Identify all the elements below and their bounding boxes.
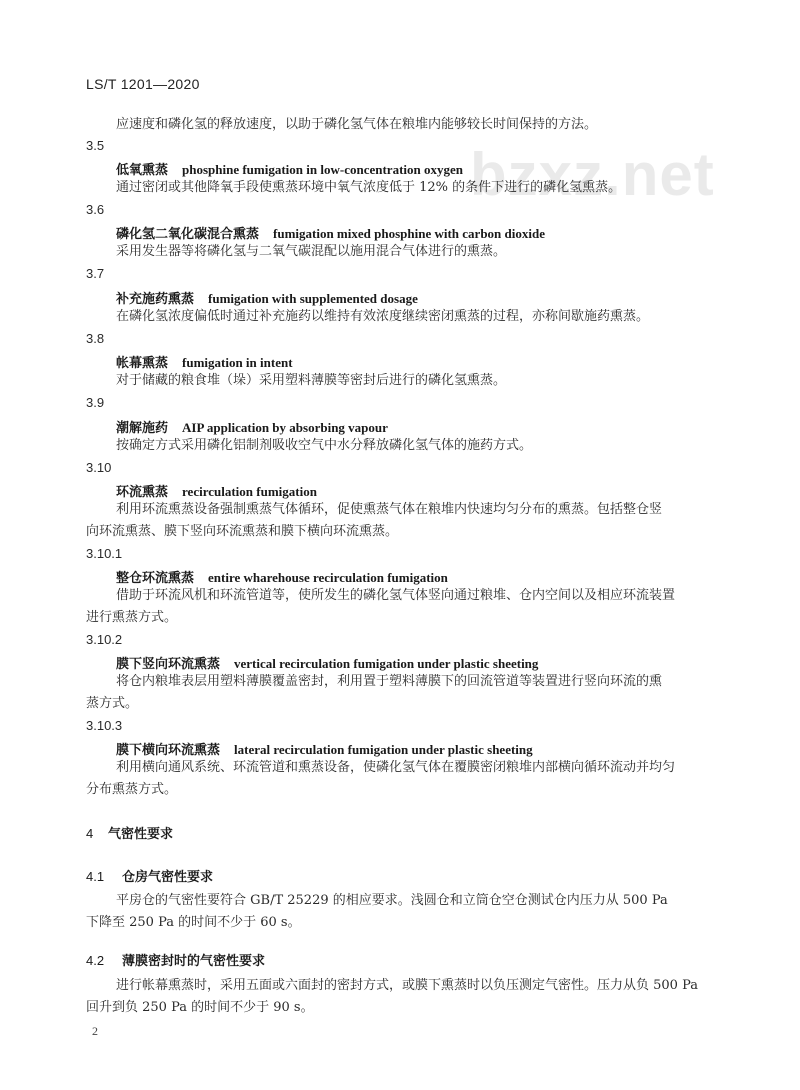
definition-3-6: 采用发生器等将磷化氢与二氧气碳混配以施用混合气体进行的熏蒸。 [116, 244, 507, 259]
section-title: 气密性要求 [108, 826, 174, 841]
paragraph-4-2-line-2: 回升到负 250 Pa 的时间不少于 90 s。 [86, 1000, 314, 1015]
definition-3-9: 按确定方式采用磷化铝制剂吸收空气中水分释放磷化氢气体的施药方式。 [116, 438, 533, 453]
continuation-paragraph: 应速度和磷化氢的释放速度，以助于磷化氢气体在粮堆内能够较长时间保持的方法。 [116, 117, 598, 132]
term-3-9 [116, 417, 388, 436]
clause-number-3-10: 3.10 [86, 460, 112, 475]
term-zh: 磷化氢二氧化碳混合熏蒸 [116, 226, 260, 241]
clause-number-3-7: 3.7 [86, 266, 105, 281]
definition-3-10-line-1: 利用环流熏蒸设备强制熏蒸气体循环，促使熏蒸气体在粮堆内快速均匀分布的熏蒸。包括整仓竖 [116, 502, 663, 517]
clause-number-3-9: 3.9 [86, 395, 105, 410]
term-3-5 [116, 159, 463, 178]
term-en: vertical recirculation fumigation under plastic sheeting [234, 656, 539, 671]
term-zh: 环流熏蒸 [116, 484, 169, 499]
section-title: 薄膜密封时的气密性要求 [122, 953, 266, 968]
term-3-10-1 [116, 567, 448, 586]
definition-3-10-2-line-1: 将仓内粮堆表层用塑料薄膜覆盖密封，利用置于塑料薄膜下的回流管道等装置进行竖向环流的熏 [116, 674, 663, 689]
term-3-6 [116, 223, 545, 242]
definition-3-10-1-line-2: 进行熏蒸方式。 [86, 610, 178, 625]
paragraph-4-1-line-1: 平房仓的气密性要符合 GB/T 25229 的相应要求。浅圆仓和立筒仓空仓测试仓内压力从 500 Pa [116, 893, 668, 908]
standard-code-header: LS/T 1201—2020 [86, 76, 200, 92]
definition-3-10-3-line-1: 利用横向通风系统、环流管道和熏蒸设备，使磷化氢气体在覆膜密闭粮堆内部横向循环流动并均匀 [116, 760, 676, 775]
section-number: 4.2 [86, 953, 105, 968]
term-en: lateral recirculation fumigation under plastic sheeting [234, 742, 533, 757]
clause-number-3-10-3: 3.10.3 [86, 718, 123, 733]
term-en: recirculation fumigation [182, 484, 317, 499]
term-en: fumigation in intent [182, 355, 293, 370]
term-3-8 [116, 352, 293, 371]
term-3-10-2 [116, 653, 538, 672]
definition-3-10-2-line-2: 蒸方式。 [86, 696, 139, 711]
definition-3-10-1-line-1: 借助于环流风机和环流管道等，使所发生的磷化氢气体竖向通过粮堆、仓内空间以及相应环流装置 [116, 588, 676, 603]
term-3-10 [116, 481, 317, 500]
clause-number-3-10-2: 3.10.2 [86, 632, 123, 647]
section-number: 4 [86, 826, 94, 841]
term-en: AIP application by absorbing vapour [182, 420, 388, 435]
clause-number-3-8: 3.8 [86, 331, 105, 346]
definition-3-10-line-2: 向环流熏蒸、膜下竖向环流熏蒸和膜下横向环流熏蒸。 [86, 524, 399, 539]
term-zh: 低氧熏蒸 [116, 162, 169, 177]
term-en: phosphine fumigation in low-concentration oxygen [182, 162, 463, 177]
term-zh: 补充施药熏蒸 [116, 291, 195, 306]
term-en: fumigation with supplemented dosage [208, 291, 418, 306]
term-en: fumigation mixed phosphine with carbon dioxide [273, 226, 545, 241]
definition-3-8: 对于储藏的粮食堆（垛）采用塑料薄膜等密封后进行的磷化氢熏蒸。 [116, 373, 507, 388]
definition-3-10-3-line-2: 分布熏蒸方式。 [86, 782, 178, 797]
definition-3-5: 通过密闭或其他降氧手段使熏蒸环境中氧气浓度低于 12% 的条件下进行的磷化氢熏蒸。 [116, 180, 622, 195]
term-zh: 帐幕熏蒸 [116, 355, 169, 370]
clause-number-3-5: 3.5 [86, 138, 105, 153]
section-heading-4 [86, 823, 173, 842]
term-zh: 膜下竖向环流熏蒸 [116, 656, 221, 671]
section-heading-4-2 [86, 950, 265, 969]
page-number: 2 [92, 1024, 98, 1038]
section-title: 仓房气密性要求 [122, 869, 214, 884]
term-3-10-3 [116, 739, 533, 758]
paragraph-4-2-line-1: 进行帐幕熏蒸时，采用五面或六面封的密封方式，或膜下熏蒸时以负压测定气密性。压力从负 500 Pa [116, 978, 698, 993]
term-zh: 潮解施药 [116, 420, 169, 435]
section-heading-4-1 [86, 866, 213, 885]
term-3-7 [116, 288, 418, 307]
term-en: entire wharehouse recirculation fumigation [208, 570, 448, 585]
section-number: 4.1 [86, 869, 105, 884]
term-zh: 整仓环流熏蒸 [116, 570, 195, 585]
definition-3-7: 在磷化氢浓度偏低时通过补充施药以维持有效浓度继续密闭熏蒸的过程，亦称间歇施药熏蒸。 [116, 309, 650, 324]
clause-number-3-6: 3.6 [86, 202, 105, 217]
clause-number-3-10-1: 3.10.1 [86, 546, 123, 561]
term-zh: 膜下横向环流熏蒸 [116, 742, 221, 757]
paragraph-4-1-line-2: 下降至 250 Pa 的时间不少于 60 s。 [86, 915, 301, 930]
watermark: bzxz.net [470, 141, 715, 208]
